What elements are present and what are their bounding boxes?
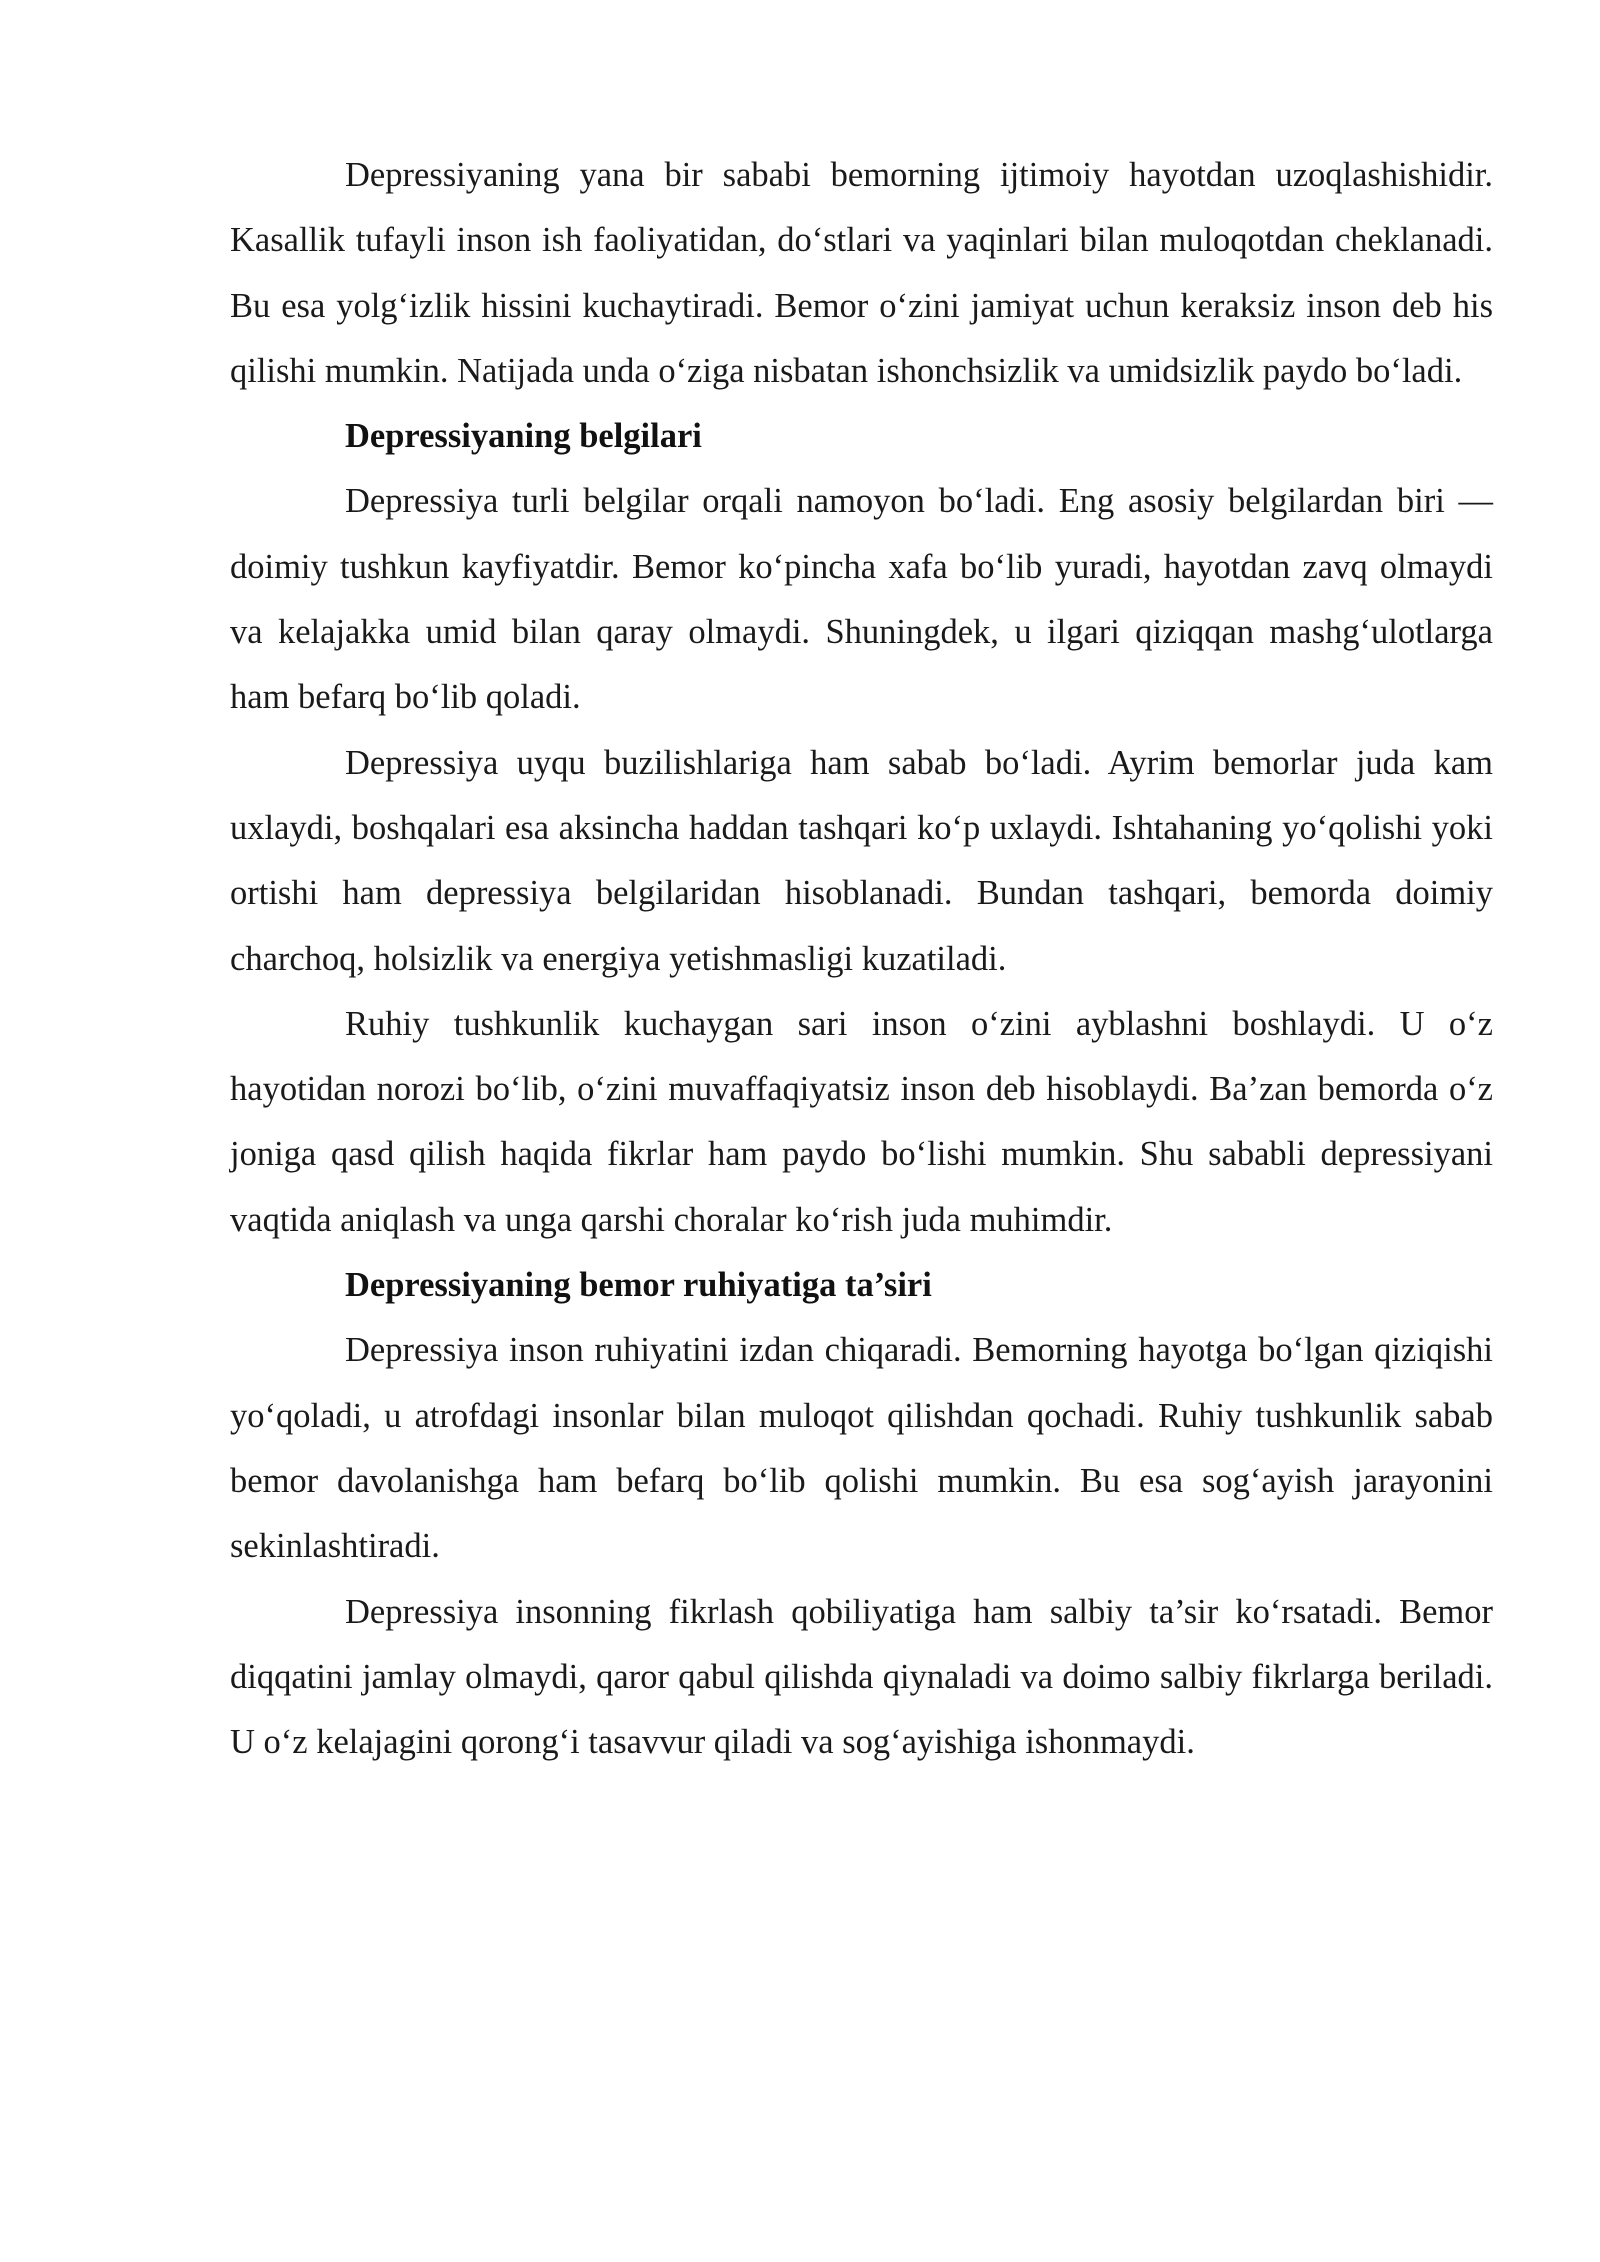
section-heading-psyche-impact: Depressiyaning bemor ruhiyatiga ta’siri	[345, 1266, 932, 1305]
section-heading-symptoms: Depressiyaning belgilari	[345, 417, 702, 456]
paragraph-symptoms-self-blame: Ruhiy tushkunlik kuchaygan sari inson o‘zini ayblashni boshlaydi. U o‘z hayotidan norozi bo‘lib, o‘zini muvaffaqiyatsiz inson deb hisoblaydi. Ba’zan bemorda o‘z joniga qasd qilish haqida fikrlar ham paydo bo‘lishi mumkin. Shu sababli depressiyani vaqtida aniqlash va unga qarshi choralar ko‘rish juda muhimdir.	[230, 1004, 1493, 1239]
paragraph-social-isolation: Depressiyaning yana bir sababi bemorning ijtimoiy hayotdan uzoqlashishidir. Kasallik tufayli inson ish faoliyatidan, do‘stlari va yaqinlari bilan muloqotdan cheklanadi. Bu esa yolg‘izlik hissini kuchaytiradi. Bemor o‘zini jamiyat uchun keraksiz inson deb his qilishi mumkin. Natijada unda o‘ziga nisbatan ishonchsizlik va umidsizlik paydo bo‘ladi.	[230, 156, 1493, 390]
paragraph-psyche-thinking: Depressiya insonning fikrlash qobiliyatiga ham salbiy ta’sir ko‘rsatadi. Bemor diqqatini jamlay olmaydi, qaror qabul qilishda qiynaladi va doimo salbiy fikrlarga beriladi. U o‘z kelajagini qorong‘i tasavvur qiladi va sog‘ayishiga ishonmaydi.	[230, 1592, 1493, 1762]
paragraph-psyche-interest: Depressiya inson ruhiyatini izdan chiqaradi. Bemorning hayotga bo‘lgan qiziqishi yo‘qoladi, u atrofdagi insonlar bilan muloqot qilishdan qochadi. Ruhiy tushkunlik sabab bemor davolanishga ham befarq bo‘lib qolishi mumkin. Bu esa sog‘ayish jarayonini sekinlashtiradi.	[230, 1331, 1493, 1566]
document-body	[230, 143, 1493, 1775]
paragraph-symptoms-mood: Depressiya turli belgilar orqali namoyon bo‘ladi. Eng asosiy belgilardan biri — doimiy tushkun kayfiyatdir. Bemor ko‘pincha xafa bo‘lib yuradi, hayotdan zavq olmaydi va kelajakka umid bilan qaray olmaydi. Shuningdek, u ilgari qiziqqan mashg‘ulotlarga ham befarq bo‘lib qoladi.	[230, 482, 1493, 717]
paragraph-symptoms-sleep: Depressiya uyqu buzilishlariga ham sabab bo‘ladi. Ayrim bemorlar juda kam uxlaydi, boshqalari esa aksincha haddan tashqari ko‘p uxlaydi. Ishtahaning yo‘qolishi yoki ortishi ham depressiya belgilaridan hisoblanadi. Bundan tashqari, bemorda doimiy charchoq, holsizlik va energiya yetishmasligi kuzatiladi.	[230, 743, 1493, 978]
